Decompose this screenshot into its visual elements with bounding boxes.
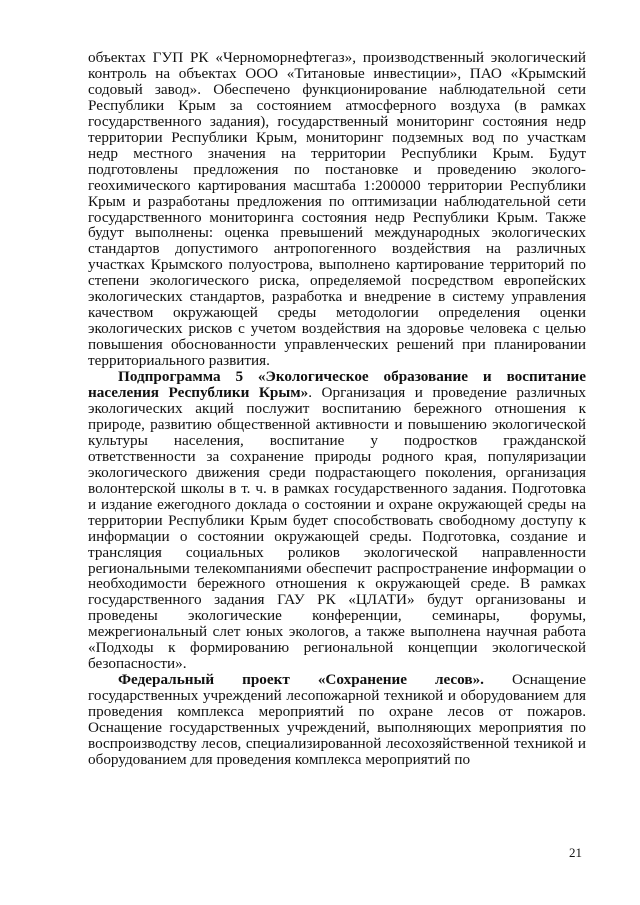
paragraph-2-text: . Организация и проведение различных экологических акций послужит воспитанию бережного отношения к природе, развитию общественной активности и повышению экологической культуры населения, воспитание у подростков гражданской ответственности за сохранение природы родного края, популяризации экологического движения среди подрастающего поколения, организация волонтерской школы в т. ч. в рамках государственного задания. Подготовка и издание ежегодного доклада о состоянии и охране окружающей среды на территории Республики Крым будет способствовать свободному доступу к информации о состоянии окружающей среды. Подготовка, создание и трансляция социальных роликов экологической направленности региональными телекомпаниями обеспечит распространение информации о необходимости бережного отношения к окружающей среде. В рамках государственного задания ГАУ РК «ЦЛАТИ» будут организованы и проведены экологические конференции, семинары, форумы, межрегиональный слет юных экологов, а также выполнена научная работа «Подходы к формированию региональной концепции экологической безопасности». — [88, 384, 587, 673]
paragraph-1: объектах ГУП РК «Черноморнефтегаз», производственный экологический контроль на объектах ООО «Титановые инвестиции», ПАО «Крымский содовый завод». Обеспечено функционирование наблюдательной сети Республики Крым за состоянием атмосферного воздуха (в рамках государственного задания), государственный мониторинг состояния недр территории Республики Крым, мониторинг подземных вод по участкам недр местного значения на территории Республики Крым. Будут подготовлены предложения по постановке и проведению эколого-геохимического картирования масштаба 1:200000 территории Республики Крым и разработаны предложения по оптимизации наблюдательной сети государственного мониторинга состояния недр Республики Крым. Также будут выполнены: оценка превышений международных экологических стандартов допустимого антропогенного воздействия на различных участках Крымского полуострова, выполнено картирование территорий по степени экологического риска, определяемой посредством европейских экологических стандартов, разработка и внедрение в систему управления качеством окружающей среды методологии определения оценки экологических рисков с учетом воздействия на здоровье человека с целью повышения обоснованности управленческих решений при планировании территориального развития. — [88, 49, 586, 370]
subprogram-5-heading: Подпрограмма 5 «Экологическое образование и воспитание населения Республики Крым» — [88, 368, 586, 402]
page-number: 21 — [569, 845, 582, 860]
paragraph-3 — [88, 672, 586, 768]
paragraph-2 — [88, 369, 586, 672]
body-text — [88, 50, 586, 768]
paragraph-3-text: Оснащение государственных учреждений лесопожарной техникой и оборудованием для проведения комплекса мероприятий по охране лесов от пожаров. Оснащение государственных учреждений, выполняющих мероприятия по воспроизводству лесов, специализированной лесохозяйственной техникой и оборудованием для проведения комплекса мероприятий по — [88, 671, 586, 768]
federal-project-heading: Федеральный проект «Сохранение лесов». — [118, 671, 484, 689]
